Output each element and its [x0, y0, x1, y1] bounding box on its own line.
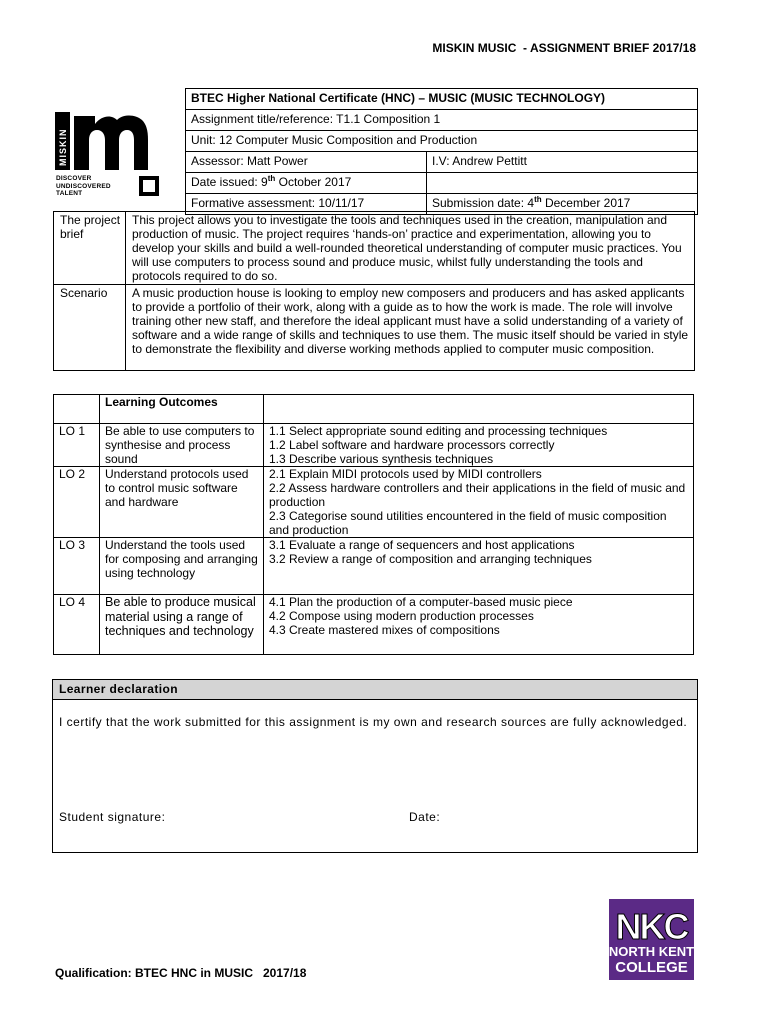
student-signature-label: Student signature:: [59, 810, 166, 824]
page-header: MISKIN MUSIC - ASSIGNMENT BRIEF 2017/18: [432, 41, 696, 55]
date-issued: Date issued: 9th October 2017: [186, 173, 427, 194]
page-footer: Qualification: BTEC HNC in MUSIC 2017/18: [55, 966, 307, 980]
lo-id: LO 1: [54, 424, 100, 467]
lo-criteria: 3.1 Evaluate a range of sequencers and host applications 3.2 Review a range of composition and arranging techniques: [264, 538, 694, 595]
scenario-label: Scenario: [54, 285, 126, 371]
svg-text:COLLEGE: COLLEGE: [615, 959, 688, 976]
learner-declaration-box: [52, 679, 698, 853]
formative-assessment: Formative assessment: 10/11/17: [186, 194, 427, 215]
empty-cell: [427, 173, 698, 194]
internal-verifier: I.V: Andrew Pettitt: [427, 152, 698, 173]
lo-outcome: Be able to use computers to synthesise and process sound: [100, 424, 264, 467]
lo-criteria-header: [264, 395, 694, 424]
declaration-text: I certify that the work submitted for this assignment is my own and research sources are fully acknowledged.: [59, 715, 688, 729]
assessor: Assessor: Matt Power: [186, 152, 427, 173]
lo-outcome: Be able to produce musical material using a range of techniques and technology: [100, 595, 264, 655]
submission-date: Submission date: 4th December 2017: [427, 194, 698, 215]
north-kent-college-logo: [609, 899, 694, 980]
svg-text:NKC: NKC: [615, 906, 688, 947]
assignment-title: Assignment title/reference: T1.1 Composition 1: [186, 110, 698, 131]
brief-label: The project brief: [54, 212, 126, 285]
brief-text: This project allows you to investigate the tools and techniques used in the creation, manipulation and production of music. The project requires ‘hands-on’ practice and experimentation, allowing you to develop your skills and build a well-rounded theoretical understanding of computer music practices. You will use computers to process sound and produce music, whilst fully understanding the tools and protocols required to do so.: [126, 212, 695, 285]
lo-outcome: Understand protocols used to control music software and hardware: [100, 467, 264, 538]
lo-criteria: 1.1 Select appropriate sound editing and processing techniques 1.2 Label software and hardware processors correctly 1.3 Describe various synthesis techniques: [264, 424, 694, 467]
lo-criteria: 4.1 Plan the production of a computer-based music piece 4.2 Compose using modern production processes 4.3 Create mastered mixes of compositions: [264, 595, 694, 655]
lo-heading: Learning Outcomes: [100, 395, 264, 424]
lo-id: LO 3: [54, 538, 100, 595]
project-brief-table: [53, 211, 695, 371]
course-title: BTEC Higher National Certificate (HNC) – MUSIC (MUSIC TECHNOLOGY): [186, 89, 698, 110]
lo-empty-header: [54, 395, 100, 424]
lo-outcome: Understand the tools used for composing and arranging using technology: [100, 538, 264, 595]
svg-text:NORTH KENT: NORTH KENT: [609, 944, 694, 959]
scenario-text: A music production house is looking to employ new composers and producers and has asked applicants to provide a portfolio of their work, along with a guide as to how the work is made. The role will involve training other new staff, and therefore the ideal applicant must have a solid understanding of a variety of software and a wide range of skills and techniques to use them. The music itself should be varied in style to demonstrate the flexibility and diverse working methods applied to computer music composition.: [126, 285, 695, 371]
miskin-vertical-text: MISKIN: [58, 128, 68, 166]
lo-id: LO 4: [54, 595, 100, 655]
lo-id: LO 2: [54, 467, 100, 538]
declaration-heading: Learner declaration: [53, 680, 697, 700]
unit-title: Unit: 12 Computer Music Composition and Production: [186, 131, 698, 152]
lo-criteria: 2.1 Explain MIDI protocols used by MIDI controllers 2.2 Assess hardware controllers and their applications in the field of music and production 2.3 Categorise sound utilities encountered in the field of music composition and production: [264, 467, 694, 538]
assignment-info-table: [185, 88, 698, 215]
learning-outcomes-table: [53, 394, 694, 655]
miskin-tagline: DISCOVER UNDISCOVERED TALENT: [56, 175, 111, 197]
declaration-date-label: Date:: [409, 810, 441, 824]
